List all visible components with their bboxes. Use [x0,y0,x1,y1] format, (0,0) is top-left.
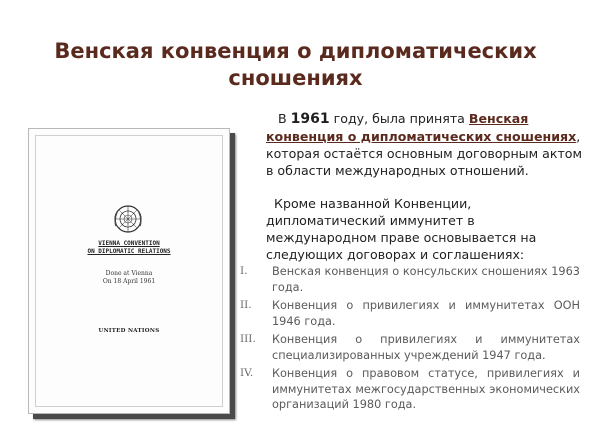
list-item-number: III. [240,333,256,345]
un-emblem-icon [113,204,143,234]
intro-paragraph [266,110,584,179]
list-item [240,332,580,363]
list-item-number: II. [240,299,252,311]
list-item-number: I. [240,265,248,277]
intro-suffix: , которая остаётся основным договорным актом в области международных отношений. [266,129,582,178]
cover-done-line1: Done at Vienna [105,270,153,277]
convention-link[interactable]: Венская конвенция о дипломатических сношениях [266,111,577,144]
list-item-text: Конвенция о привилегиях и иммунитетах специализированных учреждений 1947 года. [272,333,580,362]
convention-cover-image [28,128,230,414]
cover-title-line1: VIENNA CONVENTION [98,240,160,247]
list-item [240,298,580,329]
intro-mid: году, была принята [329,111,469,126]
list-item-text: Конвенция о правовом статусе, привилегиях и иммунитетах межгосударственных экономических организаций 1980 года. [272,367,580,411]
cover-done-line2: On 18 April 1961 [102,278,156,285]
list-item-text: Венская конвенция о консульских сношениях 1963 года. [272,265,580,294]
list-item-text: Конвенция о привилегиях и иммунитетах ООН 1946 года. [272,299,580,328]
list-item-number: IV. [240,367,254,379]
treaties-paragraph [266,195,584,263]
list-item [240,366,580,413]
list-item [240,264,580,295]
intro-year: 1961 [290,111,330,127]
cover-title-line2: ON DIPLOMATIC RELATIONS [87,248,171,255]
slide-title-line1: Венская конвенция о дипломатических [54,39,537,63]
treaty-list [240,264,580,416]
slide-title-line2: сношениях [228,66,363,90]
slide-title [10,38,581,92]
treaties-text: Кроме названной Конвенции, дипломатический иммунитет в международном праве основывается на следующих договорах и соглашениях: [266,196,537,262]
intro-prefix: В [278,111,291,126]
cover-publisher: UNITED NATIONS [98,328,160,334]
